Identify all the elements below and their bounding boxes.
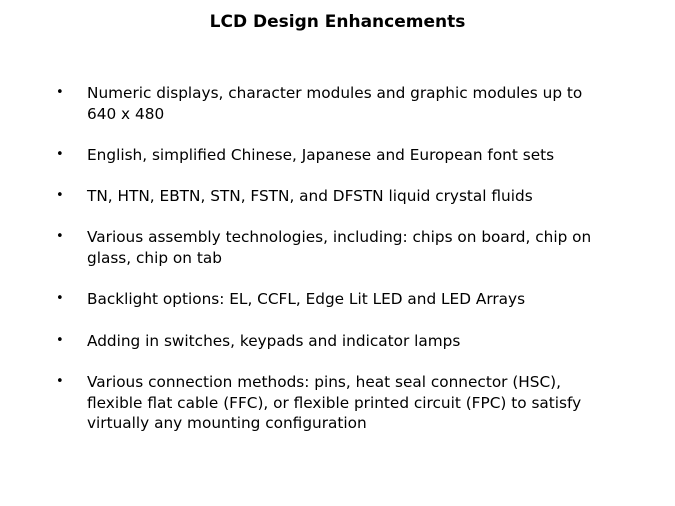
bullet-text: Various assembly technologies, including: chips on board, chip on glass, chip on tab: [87, 228, 592, 268]
bullet-icon: •: [56, 229, 64, 245]
bullet-item: [56, 289, 616, 310]
bullet-icon: •: [56, 291, 64, 307]
bullet-item: [56, 83, 616, 125]
bullet-icon: •: [56, 332, 64, 348]
bullet-icon: •: [56, 373, 64, 389]
bullet-text: Adding in switches, keypads and indicator lamps: [87, 331, 461, 350]
bullet-list: [56, 83, 616, 455]
bullet-item: [56, 372, 616, 434]
bullet-text: Various connection methods: pins, heat seal connector (HSC), flexible flat cable (FFC), or flexible printed circuit (FPC) to satisfy virtually any mounting configuration: [87, 372, 582, 433]
bullet-item: [56, 186, 616, 207]
bullet-item: [56, 145, 616, 166]
bullet-icon: •: [56, 146, 64, 162]
bullet-text: Backlight options: EL, CCFL, Edge Lit LED and LED Arrays: [87, 290, 526, 309]
bullet-text: TN, HTN, EBTN, STN, FSTN, and DFSTN liquid crystal fluids: [87, 187, 533, 206]
bullet-text: Numeric displays, character modules and graphic modules up to 640 x 480: [87, 84, 583, 123]
bullet-icon: •: [56, 188, 64, 204]
bullet-item: [56, 227, 616, 269]
bullet-text: English, simplified Chinese, Japanese and European font sets: [87, 145, 555, 164]
slide-title: LCD Design Enhancements: [209, 12, 466, 32]
bullet-icon: •: [56, 85, 64, 100]
bullet-item: [56, 331, 616, 352]
